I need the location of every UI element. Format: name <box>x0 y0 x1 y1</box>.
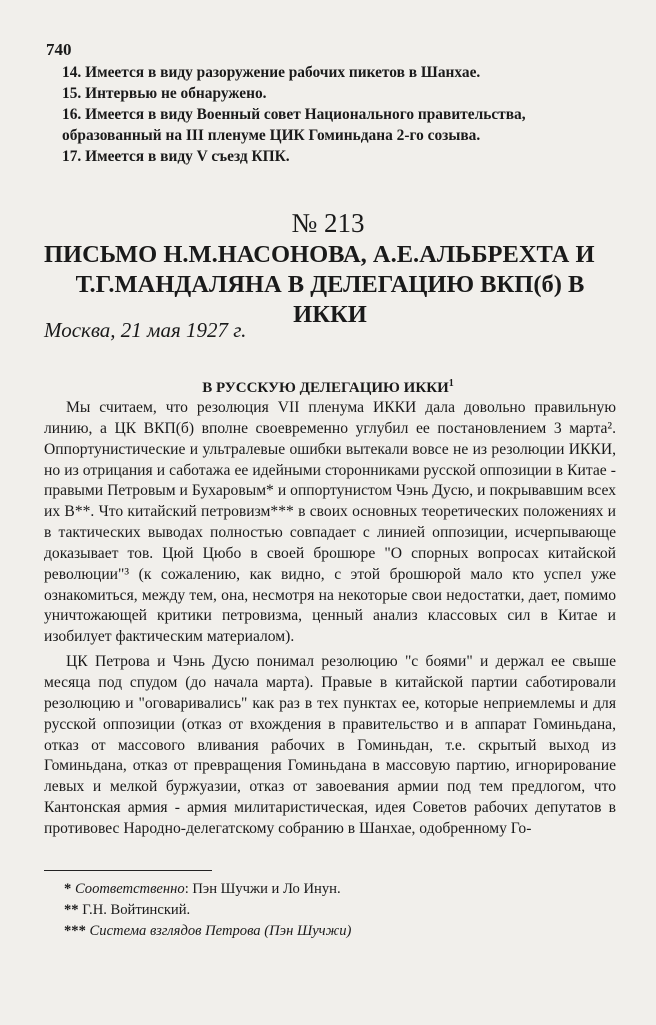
footnotes <box>64 879 351 942</box>
document-date: Москва, 21 мая 1927 г. <box>44 318 247 342</box>
title-line-2: Т.Г.МАНДАЛЯНА В ДЕЛЕГАЦИЮ ВКП(б) В ИККИ <box>75 271 585 328</box>
footnote-1: * Соответственно: Пэн Шучжи и Ло Инун. <box>64 881 341 897</box>
document-number: № 213 <box>291 208 365 238</box>
title-line-1: ПИСЬМО Н.М.НАСОНОВА, А.Е.АЛЬБРЕХТА И <box>44 241 595 268</box>
footnote-separator <box>44 870 212 871</box>
endnote-14: 14. Имеется в виду разоружение рабочих пикетов в Шанхае. <box>62 64 481 81</box>
footnote-2: ** Г.Н. Войтинский. <box>64 902 191 918</box>
footnote-3: *** Система взглядов Петрова (Пэн Шучжи) <box>64 923 352 939</box>
endnote-15: 15. Интервью не обнаружено. <box>62 85 267 102</box>
section-heading: В РУССКУЮ ДЕЛЕГАЦИЮ ИККИ$^1$ <box>202 378 454 396</box>
paragraph-1: Мы считаем, что резолюция VII пленума ИККИ дала довольно правильную линию, а ЦК ВКП(б) вполне своевременно углубил ее постановлением 3 марта². Оппортунистические и ультралевые ошибки вытекали вовсе не из резолюции ИККИ, но из отрицания и саботажа ее идейными сторонниками русской оппозиции в Китае - правыми Петровым и Бухаровым* и оппортунистом Чэнь Дусю, и покрывавшим всех их В**. Что китайский петровизм*** в своих основных теоретических положениях и в тактических выводах полностью совпадает с линией оппозиции, исчерпывающе доказывает тов. Цюй Цюбо в своей брошюре "О спорных вопросах китайской революции"³ (к сожалению, как видно, с этой брошюрой мало кто успел уже ознакомиться, между тем, она, несмотря на некоторые свои недостатки, дает, помимо уничтожающей критики петровизма, ценный анализ классовых сил в Китае и изобилует фактическим материалом). <box>44 399 616 646</box>
endnotes-continued <box>62 62 622 167</box>
endnote-16: 16. Имеется в виду Военный совет Национального правительства, образованный на III пленуме ЦИК Гоминьдана 2-го созыва. <box>62 106 526 144</box>
letter-body <box>44 398 616 840</box>
document-title <box>44 240 616 330</box>
paragraph-2: ЦК Петрова и Чэнь Дусю понимал резолюцию "с боями" и держал ее свыше месяца под спудом (до начала марта). Правые в китайской партии саботировали резолюцию и "оговаривались" как раз в тех пунктах ее, которые неприемлемы и для русской оппозиции (отказ от вхождения в правительство и в аппарат Гоминьдана, отказ от массового вливания рабочих в Гоминьдан, т.е. скрытый выход из Гоминьдана, отказ от превращения Гоминьдана в массовую партию, игнорирование левых и мелкой буржуазии, отказ от завоевания армии под тем предлогом, что Кантонская армия - армия милитаристическая, идея Советов рабочих депутатов в противовес Народно-делегатскому собранию в Шанхае, одобренному Го- <box>44 653 616 837</box>
heading-note-ref: 1 <box>448 378 454 389</box>
page-number: 740 <box>46 40 72 59</box>
endnote-17: 17. Имеется в виду V съезд КПК. <box>62 148 290 165</box>
